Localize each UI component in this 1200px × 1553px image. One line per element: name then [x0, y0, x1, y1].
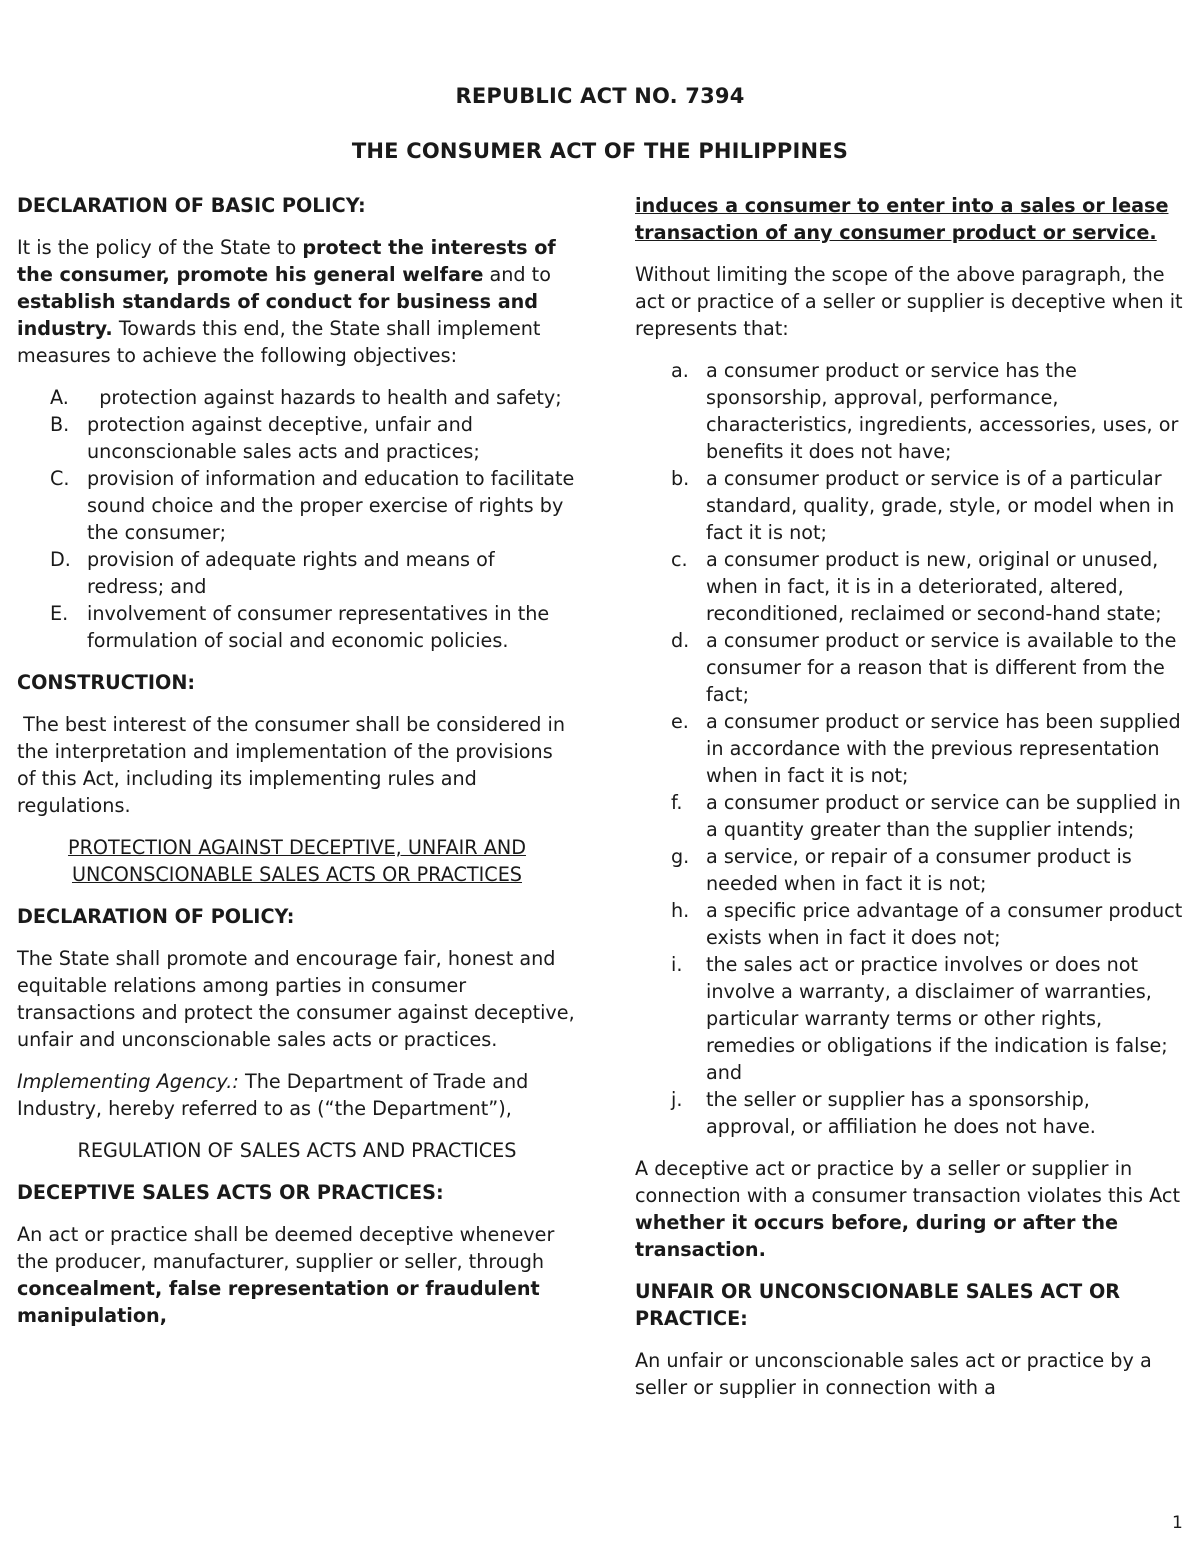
basic-policy-text-2: and to [483, 263, 551, 286]
list-item-text: a service, or repair of a consumer product is needed when in fact it is not; [706, 845, 1132, 895]
list-marker: g. [671, 845, 690, 868]
list-item-text: a consumer product or service is of a particular standard, quality, grade, style, or model when in fact it is not; [706, 467, 1175, 544]
list-item-text: protection against hazards to health and safety; [87, 386, 562, 409]
list-marker: d. [671, 629, 690, 652]
list-item-text: provision of information and education to facilitate sound choice and the proper exercise of rights by the consumer; [87, 467, 575, 544]
right-column [635, 192, 1183, 1416]
list-item [17, 546, 577, 600]
policy-paragraph: The State shall promote and encourage fair, honest and equitable relations among parties in consumer transactions and protect the consumer against deceptive, unfair and unconscionable sales acts or practices. [17, 947, 575, 1051]
list-marker: D. [50, 548, 71, 571]
list-item-text: a consumer product is new, original or unused, when in fact, it is in a deteriorated, altered, reconditioned, reclaimed or second-hand state; [706, 548, 1162, 625]
list-item-text: the seller or supplier has a sponsorship, approval, or affiliation he does not have. [706, 1088, 1096, 1138]
list-marker: a. [671, 359, 689, 382]
list-item-text: protection against deceptive, unfair and unconscionable sales acts and practices; [87, 413, 480, 463]
document-subtitle: THE CONSUMER ACT OF THE PHILIPPINES [351, 139, 849, 163]
list-marker: f. [671, 791, 683, 814]
list-marker: C. [50, 467, 70, 490]
representations-list [635, 357, 1183, 1140]
construction-paragraph: The best interest of the consumer shall be considered in the interpretation and implementation of the provisions of this Act, including its implementing rules and regulations. [17, 713, 572, 817]
regulation-heading: REGULATION OF SALES ACTS AND PRACTICES [77, 1139, 517, 1162]
list-item [635, 627, 1183, 708]
list-item [635, 1086, 1183, 1140]
implementing-agency-label: Implementing Agency.: [17, 1070, 239, 1093]
list-item [635, 897, 1183, 951]
deceptive-text: An act or practice shall be deemed deceptive whenever the producer, manufacturer, supplier or seller, through [17, 1223, 555, 1273]
list-marker: E. [50, 602, 69, 625]
list-item-text: a consumer product or service is available to the consumer for a reason that is different from the fact; [706, 629, 1177, 706]
protection-heading: PROTECTION AGAINST DECEPTIVE, UNFAIR AND UNCONSCIONABLE SALES ACTS OR PRACTICES [68, 836, 526, 886]
implementing-agency-paragraph [17, 1068, 577, 1122]
implementing-agency-text: The Department of Trade and Industry, hereby referred to as (“the Department”), [17, 1070, 529, 1120]
list-item [635, 951, 1183, 1086]
left-column [17, 192, 577, 1344]
list-marker: e. [671, 710, 689, 733]
deceptive-bold: concealment, false representation or fraudulent manipulation, [17, 1277, 540, 1327]
violation-bold: whether it occurs before, during or after the transaction. [635, 1211, 1118, 1261]
continued-underlined-text: induces a consumer to enter into a sales or lease transaction of any consumer product or service. [635, 194, 1169, 244]
document-title: REPUBLIC ACT NO. 7394 [455, 84, 745, 108]
basic-policy-text-1: It is the policy of the State to [17, 236, 303, 259]
list-item-text: involvement of consumer representatives in the formulation of social and economic policies. [87, 602, 550, 652]
basic-policy-text-3: Towards this end, the State shall implement measures to achieve the following objectives: [17, 317, 541, 367]
list-marker: b. [671, 467, 690, 490]
list-marker: h. [671, 899, 690, 922]
violation-text: A deceptive act or practice by a seller or supplier in connection with a consumer transaction violates this Act [635, 1157, 1180, 1207]
list-item [17, 465, 577, 546]
deceptive-paragraph [17, 1221, 577, 1329]
list-item-text: the sales act or practice involves or does not involve a warranty, a disclaimer of warranties, particular warranty terms or other rights, remedies or obligations if the indication is false; and [706, 953, 1168, 1084]
page-number: 1 [1172, 1513, 1183, 1533]
list-item [635, 357, 1183, 465]
list-item [635, 465, 1183, 546]
list-item [635, 843, 1183, 897]
list-marker: j. [671, 1088, 683, 1111]
list-item-text: provision of adequate rights and means of redress; and [87, 548, 495, 598]
list-marker: i. [671, 953, 683, 976]
basic-policy-bold-1: protect the interests of the consumer, promote his general welfare [17, 236, 556, 286]
list-item [17, 600, 577, 654]
heading-basic-policy: DECLARATION OF BASIC POLICY: [17, 194, 366, 217]
list-marker: c. [671, 548, 688, 571]
without-limiting-paragraph: Without limiting the scope of the above paragraph, the act or practice of a seller or supplier is deceptive when it represents that: [635, 263, 1183, 340]
heading-declaration-of-policy: DECLARATION OF POLICY: [17, 905, 295, 928]
list-item [635, 546, 1183, 627]
list-marker: B. [50, 413, 70, 436]
basic-policy-paragraph [17, 234, 577, 369]
objectives-list [17, 384, 577, 654]
list-marker: A. [50, 386, 69, 409]
unfair-paragraph: An unfair or unconscionable sales act or practice by a seller or supplier in connection with a [635, 1349, 1152, 1399]
heading-unfair-practice: UNFAIR OR UNCONSCIONABLE SALES ACT OR PRACTICE: [635, 1280, 1121, 1330]
list-item [17, 384, 577, 411]
list-item-text: a consumer product or service has been supplied in accordance with the previous representation when in fact it is not; [706, 710, 1181, 787]
list-item-text: a consumer product or service has the sponsorship, approval, performance, characteristics, ingredients, accessories, uses, or benefits it does not have; [706, 359, 1179, 463]
basic-policy-bold-2: establish standards of conduct for business and industry. [17, 290, 539, 340]
list-item [17, 411, 577, 465]
violation-paragraph [635, 1155, 1183, 1263]
heading-deceptive-practices: DECEPTIVE SALES ACTS OR PRACTICES: [17, 1181, 444, 1204]
list-item-text: a consumer product or service can be supplied in a quantity greater than the supplier intends; [706, 791, 1181, 841]
list-item [635, 789, 1183, 843]
heading-construction: CONSTRUCTION: [17, 671, 196, 694]
list-item [635, 708, 1183, 789]
list-item-text: a specific price advantage of a consumer product exists when in fact it does not; [706, 899, 1183, 949]
